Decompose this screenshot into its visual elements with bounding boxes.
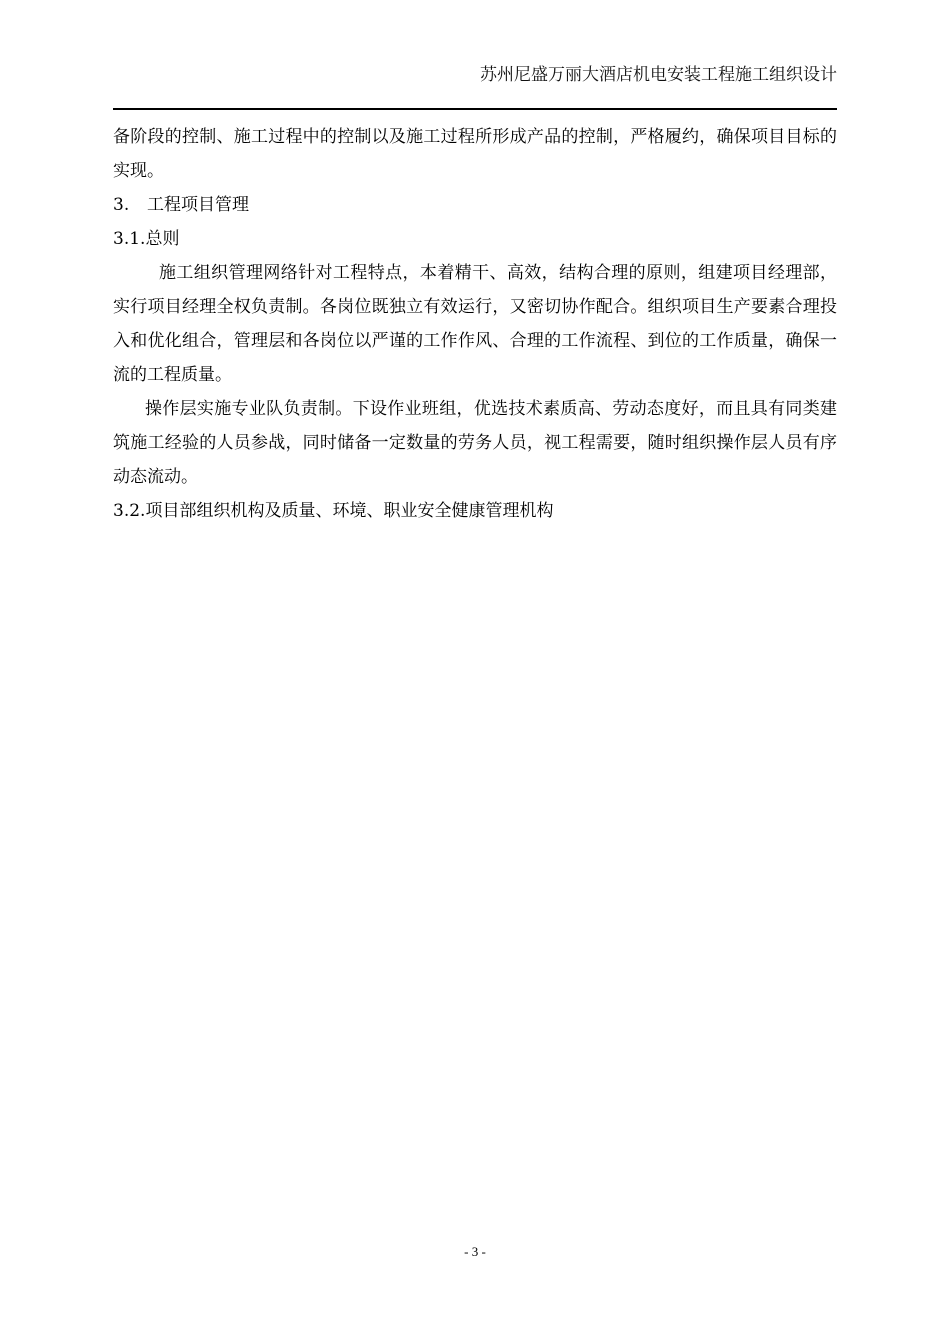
header-divider [113,108,837,110]
section-3-2-number: 3.2. [113,501,146,521]
running-header-title: 苏州尼盛万丽大酒店机电安装工程施工组织设计 [480,65,837,85]
section-3-1-heading [113,222,837,256]
section-3-1-number: 3.1. [113,229,146,249]
page-number: - 3 - [464,1244,486,1259]
section-3-title: 工程项目管理 [147,195,249,215]
general-principles-paragraph: 施工组织管理网络针对工程特点，本着精干、高效，结构合理的原则，组建项目经理部，实行项目经理全权负责制。各岗位既独立有效运行，又密切协作配合。组织项目生产要素合理投入和优化组合，管理层和各岗位以严谨的工作作风、合理的工作流程、到位的工作质量，确保一流的工程质量。 [113,263,837,385]
section-3-heading [113,188,837,222]
operations-layer-paragraph: 操作层实施专业队负责制。下设作业班组，优选技术素质高、劳动态度好，而且具有同类建筑施工经验的人员参战，同时储备一定数量的劳务人员，视工程需要，随时组织操作层人员有序动态流动。 [113,399,837,487]
document-body [113,120,837,528]
continuation-paragraph: 备阶段的控制、施工过程中的控制以及施工过程所形成产品的控制，严格履约，确保项目目标的实现。 [113,127,837,181]
section-3-1-title: 总则 [145,229,180,249]
section-3-number: 3. [113,195,130,215]
section-3-2-title: 项目部组织机构及质量、环境、职业安全健康管理机构 [145,501,554,521]
section-3-2-heading [113,494,837,528]
